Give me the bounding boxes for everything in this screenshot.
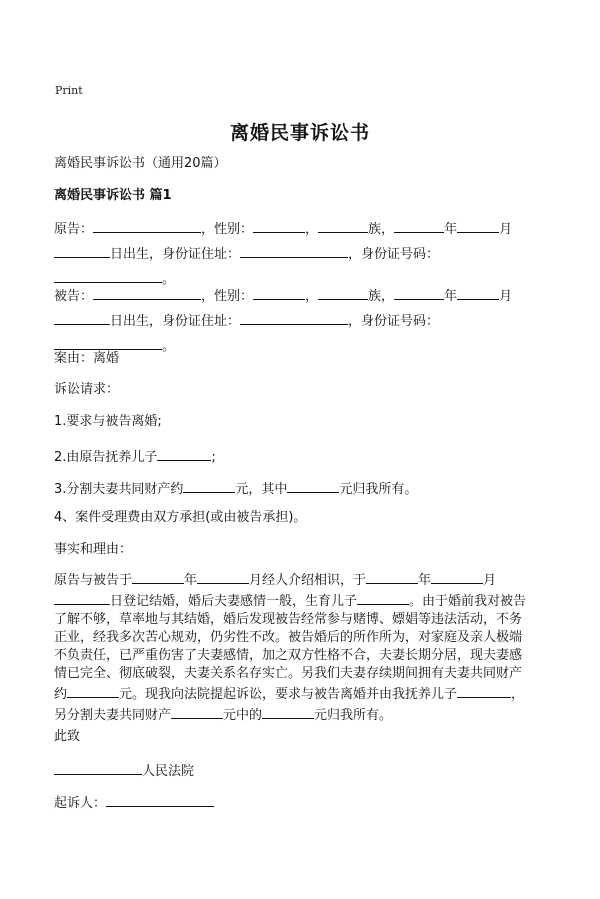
defendant-id-blank xyxy=(54,335,162,350)
plaintiff-address-blank xyxy=(240,243,348,258)
plaintiff-name-blank xyxy=(93,218,201,233)
meet-month-blank xyxy=(197,569,249,584)
document-title: 离婚民事诉讼书 xyxy=(229,122,370,144)
defendant-month-blank xyxy=(457,285,499,300)
signer-name-blank xyxy=(106,792,214,807)
marry-year-blank xyxy=(366,569,418,584)
plaintiff-id-blank xyxy=(54,268,162,283)
property-total-blank xyxy=(183,478,235,493)
plaintiff-year-blank xyxy=(394,218,444,233)
property-share-blank xyxy=(287,478,339,493)
plaintiff-gender-blank xyxy=(253,218,305,233)
defendant-address-blank xyxy=(240,310,348,325)
signer-line: 起诉人： xyxy=(54,792,214,813)
claims-heading: 诉讼请求： xyxy=(54,382,120,397)
claim-4: 4、案件受理费由双方承担(或由被告承担)。 xyxy=(54,510,307,525)
section-heading: 离婚民事诉讼书 篇1 xyxy=(54,188,172,203)
split-share-blank xyxy=(262,704,314,719)
print-label[interactable]: Print xyxy=(55,84,83,97)
plaintiff-day-blank xyxy=(54,243,110,258)
defendant-name-blank xyxy=(93,285,201,300)
plaintiff-label: 原告： xyxy=(54,222,94,237)
joint-property-blank xyxy=(67,683,119,698)
court-line: 人民法院 xyxy=(54,760,194,781)
defendant-year-blank xyxy=(394,285,444,300)
defendant-gender-blank xyxy=(253,285,305,300)
defendant-day-blank xyxy=(54,310,110,325)
marry-day-blank xyxy=(54,590,110,605)
closing: 此致 xyxy=(54,729,81,744)
subtitle: 离婚民事诉讼书（通用20篇） xyxy=(54,156,227,171)
court-name-blank xyxy=(54,760,142,775)
defendant-label: 被告： xyxy=(54,289,94,304)
claim-3: 3.分割夫妻共同财产约 元，其中 元归我所有。 xyxy=(54,478,417,499)
facts-heading: 事实和理由： xyxy=(54,542,133,557)
custody-son-blank xyxy=(457,683,511,698)
marry-month-blank xyxy=(431,569,483,584)
plaintiff-ethnicity-blank xyxy=(318,218,368,233)
plaintiff-month-blank xyxy=(457,218,499,233)
defendant-ethnicity-blank xyxy=(318,285,368,300)
plaintiff-block: 原告： ，性别： ， 族， 年 月 日出生，身份证住址： ，身份证号码： 。 xyxy=(54,218,546,289)
defendant-block: 被告： ，性别： ， 族， 年 月 日出生，身份证住址： ，身份证号码： 。 xyxy=(54,285,546,356)
son-name-blank xyxy=(157,446,211,461)
claim-1: 1.要求与被告离婚; xyxy=(54,414,162,429)
facts-paragraph: 原告与被告于 年 月经人介绍相识，于 年 月 日登记结婚，婚后夫妻感情一般，生育儿子 。由于婚前我对被告 了解不够，草率地与其结婚，婚后发现被告经常参与赌博、嫖娼等违法活动，不务 正业，经我多次苦心规劝，仍劣性不改。被告婚后的所作所为，对家庭及亲人极端 不负责任，已严重伤害了夫妻感情，加之双方性格不合，夫妻长期分居，现夫妻感 情已完全、彻底破裂，夫妻关系名存实亡。另我们夫妻存续期间拥有夫妻共同财产 约 元。现我向法院提起诉讼，要求与被告离婚并由我抚养儿子 ， 另分割夫妻共同财产 元中的 元归我所有。 xyxy=(54,569,546,725)
son-blank xyxy=(357,590,409,605)
meet-year-blank xyxy=(132,569,184,584)
claim-2: 2.由原告抚养儿子 ; xyxy=(54,446,216,467)
split-total-blank xyxy=(171,704,223,719)
cause-line: 案由：离婚 xyxy=(54,351,120,366)
